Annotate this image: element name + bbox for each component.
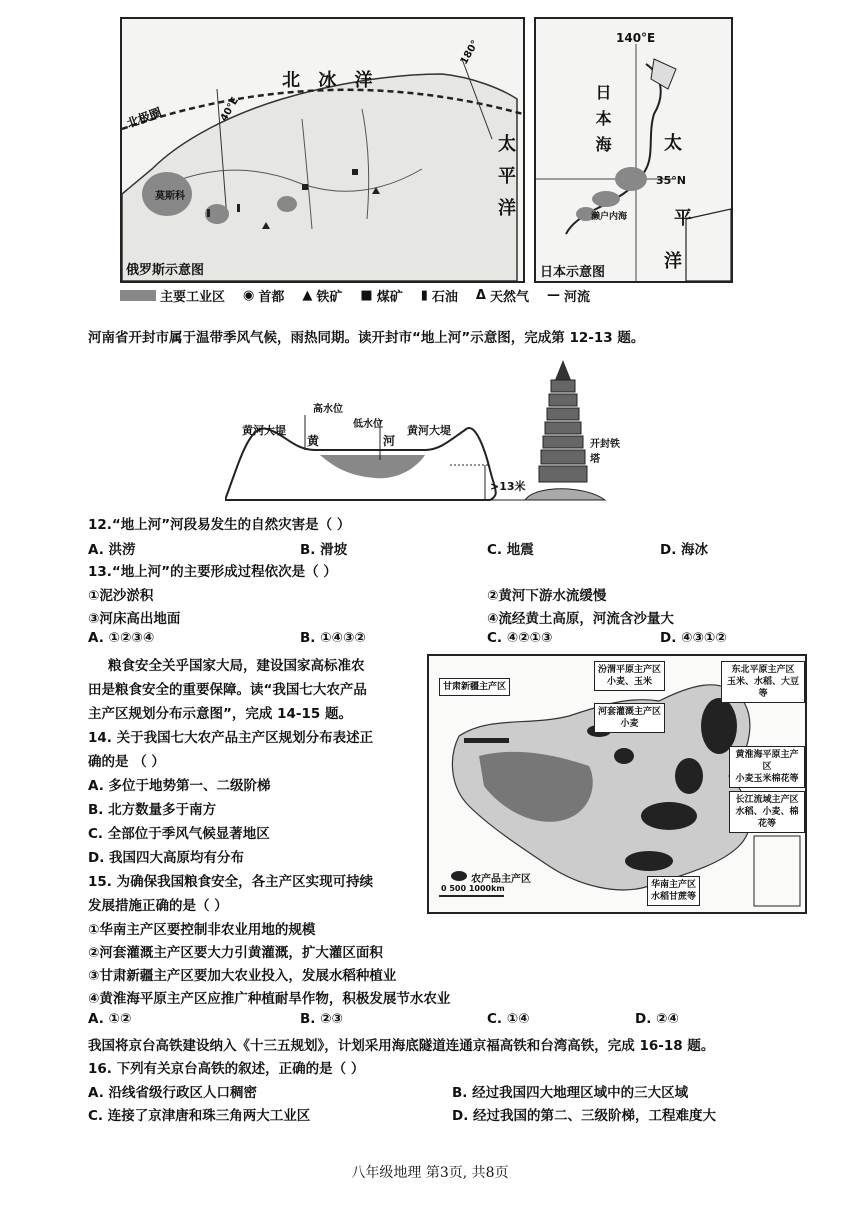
q12-stem: 12.“地上河”河段易发生的自然灾害是（ ） [88,517,351,533]
q12-option-d: D. 海冰 [660,542,709,558]
q13-statement-1: ①泥沙淤积 [88,588,154,604]
tag-huanghuaihai: 黄淮海平原主产区 小麦玉米棉花等 [729,746,805,788]
fenwei-area [614,748,634,764]
legend-gas: 天然气 [489,289,529,305]
q16-option-c: C. 连接了京津唐和珠三角两大工业区 [88,1108,311,1124]
river-icon: — [546,287,560,303]
tower-label: 开封铁塔 [590,439,620,465]
high-water-label: 高水位 [313,404,343,415]
intro-14-15-line2: 田是粮食安全的重要保障。读“我国七大农产品 [88,682,367,698]
legend-industrial: 主要工业区 [160,289,226,305]
left-levee-label: 黄河大堤 [242,424,286,437]
q15-statement-2: ②河套灌溉主产区要大力引黄灌溉，扩大灌区面积 [88,945,383,961]
tag-gansu: 甘肃新疆主产区 [439,678,510,696]
q16-option-a: A. 沿线省级行政区人口稠密 [88,1085,258,1101]
lat-35-label: 35°N [656,174,687,187]
legend-oil: 石油 [431,289,458,305]
legend-swatch [451,871,467,881]
huanan-area [625,851,673,871]
q13-option-c: C. ④②①③ [487,630,553,646]
lon-140-label: 140°E [616,31,656,45]
q12-option-b: B. 滑坡 [300,542,348,558]
q13-statement-2: ②黄河下游水流缓慢 [487,588,607,604]
q15-statement-4: ④黄淮海平原主产区应推广种植耐旱作物，积极发展节水农业 [88,991,451,1007]
low-water-label: 低水位 [353,419,383,430]
china-agri-map [427,654,807,914]
capital-icon: ◉ [243,287,255,303]
huanghuaihai-area [675,758,703,794]
arctic-circle-label: 北极圈 [124,105,164,131]
sea-of-japan-label: 日本海 [593,84,612,162]
japan-map-caption: 日本示意图 [540,265,606,280]
intro-14-15-line1: 粮食安全关乎国家大局，建设国家高标准农 [108,658,365,674]
q13-option-b: B. ①④③② [300,630,366,646]
q15-stem-line1: 15. 为确保我国粮食安全，各主产区实现可持续 [88,874,374,890]
q16-option-b: B. 经过我国四大地理区域中的三大区域 [452,1085,689,1101]
legend-river: 河流 [563,289,590,305]
q14-stem-line2: 确的是 （ ） [88,754,165,770]
q16-stem: 16. 下列有关京台高铁的叙述，正确的是（ ） [88,1061,365,1077]
q14-option-a: A. 多位于地势第一、二级阶梯 [88,778,271,794]
lon-180-label: 180° [458,38,482,67]
q14-option-b: B. 北方数量多于南方 [88,802,217,818]
russia-map-caption: 俄罗斯示意图 [126,263,205,278]
q15-option-d: D. ②④ [635,1011,679,1027]
q16-option-d: D. 经过我国的第二、三级阶梯，工程难度大 [452,1108,717,1124]
inland-sea-label: 濑户内海 [591,212,628,222]
q13-option-d: D. ④③①② [660,630,727,646]
iron-pagoda-drawing [525,360,605,500]
tag-huanan: 华南主产区 水稻甘蔗等 [647,876,700,906]
he-label: 河 [383,434,396,448]
gansu-area [464,738,509,743]
tag-fenwei: 汾渭平原主产区 小麦、玉米 [594,661,665,691]
coal-icon: ■ [360,287,373,303]
intro-16-18: 我国将京台高铁建设纳入《十三五规划》，计划采用海底隧道连通京福高铁和台湾高铁，完成 16-18 题。 [88,1038,715,1054]
q15-statement-3: ③甘肃新疆主产区要加大农业投入，发展水稻种植业 [88,968,397,984]
q14-option-c: C. 全部位于季风气候显著地区 [88,826,270,842]
q13-statement-4: ④流经黄土高原，河流含沙量大 [487,611,674,627]
industrial-swatch [120,290,156,301]
q13-stem: 13.“地上河”的主要形成过程依次是（ ） [88,564,337,580]
russia-map [120,17,525,283]
oil-icon: ▮ [420,287,428,303]
tag-changjiang: 长江流域主产区 水稻、小麦、棉花等 [729,791,805,833]
pacific-tai: 太 [664,133,682,154]
japan-map [534,17,733,283]
legend-iron: 铁矿 [316,289,343,305]
q14-stem-line1: 14. 关于我国七大农产品主产区规划分布表述正 [88,730,374,746]
china-map-legend-label: 农产品主产区 [471,874,531,885]
q15-statement-1: ①华南主产区要控制非农业用地的规模 [88,922,316,938]
q13-option-a: A. ①②③④ [88,630,155,646]
legend-capital: 首都 [258,289,285,305]
height-label: >13米 [490,480,526,493]
pacific-label-russia: 太平洋 [495,134,516,230]
pacific-yang: 洋 [664,251,682,272]
china-map-scale: 0 500 1000km [441,884,505,893]
pacific-ping: 平 [674,208,692,229]
arctic-ocean-label: 北 冰 洋 [282,70,379,91]
q13-statement-3: ③河床高出地面 [88,611,181,627]
legend-coal: 煤矿 [376,289,403,305]
map-legend [120,283,740,307]
q14-option-d: D. 我国四大高原均有分布 [88,850,245,866]
q12-option-c: C. 地震 [487,542,534,558]
q12-option-a: A. 洪涝 [88,542,136,558]
intro-12-13: 河南省开封市属于温带季风气候，雨热同期。读开封市“地上河”示意图，完成第 12-13 题。 [88,330,645,346]
intro-14-15-line3: 主产区规划分布示意图”，完成 14-15 题。 [88,706,352,722]
tag-dongbei: 东北平原主产区 玉米、水稻、大豆等 [721,661,805,703]
changjiang-area [641,802,697,830]
q15-stem-line2: 发展措施正确的是（ ） [88,898,228,914]
right-levee-label: 黄河大堤 [407,424,451,437]
moscow-label: 莫斯科 [155,191,185,202]
q15-option-b: B. ②③ [300,1011,343,1027]
lon-40-label: 40°E [218,95,242,124]
iron-icon: ▲ [302,287,313,303]
tag-hetao: 河套灌溉主产区 小麦 [594,703,665,733]
huang-label: 黄 [307,434,320,448]
page-footer: 八年级地理 第3页, 共8页 [351,1165,509,1181]
japan-map-drawing [536,19,731,281]
q15-option-a: A. ①② [88,1011,132,1027]
gas-icon: Δ [475,287,486,303]
river-diagram [225,360,645,510]
q15-option-c: C. ①④ [487,1011,530,1027]
